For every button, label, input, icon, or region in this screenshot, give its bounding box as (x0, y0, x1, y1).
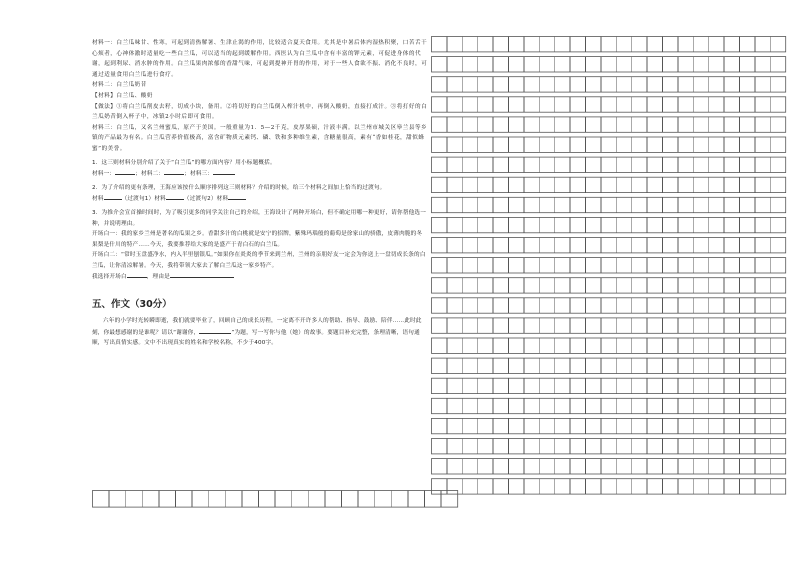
grid-row[interactable] (432, 137, 786, 152)
q1-blank-3[interactable] (213, 168, 235, 175)
material-three: 材料三：白兰瓜，又名兰州蜜瓜，原产于美国。一般重量为1．5—2千克，皮厚果硕，汁液丰满。以兰州市城关区皋兰县等乡镇的产品最为有名。白兰瓜营养价值极高，富含矿物质元素钙、磷、铁和多种维生素，含糖量很高，素有“香如桂花，甜似蜂蜜”的美誉。 (92, 124, 428, 152)
grid-row-frame (432, 418, 786, 433)
grid-row-frame (432, 378, 786, 393)
exam-text-column (92, 38, 428, 349)
reason-label: ，理由是 (146, 274, 170, 281)
q1-blank-2[interactable] (164, 168, 184, 175)
material-one: 材料一：白兰瓜味甘、性寒，可起到清热解暑、生津止渴的作用，比较适合夏天食用。尤其是中暑后体内湿热积聚，口苦舌干心烦者，心神体激时适量吃一些白兰瓜，可以适当的起到缓解作用。西医认为白兰瓜中含有丰富的钾元素，可促进身体的代谢，起到利尿、消水肿的作用。白兰瓜果肉浓郁的香甜气味，可起到提神开胃的作用，对于一些人食欲不振、消化不良时，可通过适量食用白兰瓜进行食疗。 (92, 40, 428, 78)
grid-row[interactable] (432, 439, 786, 454)
grid-row[interactable] (432, 398, 786, 413)
composition-grid-right[interactable] (431, 36, 793, 501)
grid-row[interactable] (432, 378, 786, 393)
grid-row-frame (432, 358, 786, 373)
q2-blank-1[interactable] (104, 193, 122, 200)
grid-row[interactable] (432, 238, 786, 253)
grid-row-frame (432, 459, 786, 474)
question-2: 2．为了介绍的更有条理，王海应该按什么顺序排列这三则材料？介绍的时候，给三个材料之间加上恰当的过渡句。 (92, 184, 386, 191)
grid-row[interactable] (432, 358, 786, 373)
question-3: 3．为推介会宣首操时间时，为了吸引更多的同学关注自己的介绍，王海设计了两种开场白，但不确定用哪一种更好，请你帮他选一种，并说明理由。 (92, 209, 427, 227)
grid-row[interactable] (432, 318, 786, 333)
grid-row[interactable] (432, 217, 786, 232)
question-1: 1．这三则材料分别介绍了关于“白兰瓜”的哪方面内容？用小标题概括。 (92, 159, 276, 166)
question-2-answer-line (92, 193, 428, 205)
choice-answer-line (92, 271, 428, 283)
q1-label-3: ；材料三： (184, 171, 214, 178)
grid-row[interactable] (432, 258, 786, 273)
composition-title-blank[interactable] (199, 327, 231, 334)
grid-row-frame (432, 479, 786, 494)
grid-row[interactable] (432, 117, 786, 132)
material-two-ingredients: 【材料】白兰瓜、酸奶 (92, 92, 153, 99)
q1-blank-1[interactable] (115, 168, 135, 175)
grid-row-frame (432, 77, 786, 92)
grid-row[interactable] (432, 298, 786, 313)
grid-row[interactable] (432, 418, 786, 433)
grid-row[interactable] (432, 37, 786, 52)
composition-prompt-part-2: ”为题，写一写你与他（她）的故事。要题目补充完整，条理清晰，语句通顺，写出真情实感。文中不出现真实的姓名和学校名称，不少于400字。 (92, 329, 420, 347)
grid-row-frame (432, 157, 786, 172)
composition-prompt (92, 316, 428, 349)
grid-row-frame (432, 197, 786, 212)
choice-label: 我选择开场白 (92, 274, 127, 281)
grid-row[interactable] (432, 77, 786, 92)
question-1-answer-line (92, 168, 428, 180)
material-two-steps: 【做法】①将白兰瓜削皮去籽，切成小块，备用。②将切好的白兰瓜倒入榨汁机中，再倒入酸奶，直接打成汁。③将打好的白兰瓜奶昔倒入杯子中，冰镇2小时后即可食用。 (92, 103, 428, 121)
q2-label-2: （过渡句1）材料 (121, 196, 166, 203)
grid-row[interactable] (93, 491, 458, 508)
grid-row-frame (432, 398, 786, 413)
grid-row[interactable] (432, 459, 786, 474)
grid-row-frame (432, 278, 786, 293)
q1-label-2: ；材料二： (135, 171, 165, 178)
grid-row-frame (432, 137, 786, 152)
q2-blank-3[interactable] (228, 193, 246, 200)
composition-prompt-part-1: 六年的小学时光转瞬即逝，我们就要毕业了，回顾自己的成长历程，一定离不开许多人的帮助、指导、鼓励、陪伴……此时此刻，你最想感谢的是谁呢？请以“谢谢你， (92, 318, 422, 336)
grid-row-frame (432, 177, 786, 192)
reason-blank[interactable] (170, 271, 234, 278)
grid-row-frame (432, 117, 786, 132)
grid-row-frame (432, 238, 786, 253)
grid-row[interactable] (432, 338, 786, 353)
grid-row-frame (432, 298, 786, 313)
opening-one: 开场白一：我的家乡兰州是著名的瓜果之乡。香甜多汁的白桃就是安宁的招牌，紫殊玛瑙般的葡萄是徐家山的骄傲，皮薄肉脆的冬果梨是什川的特产……今天，我要推荐给大家的是盛产于青白石的白兰瓜。 (92, 231, 423, 248)
q2-label-1: 材料 (92, 196, 104, 203)
grid-row[interactable] (432, 157, 786, 172)
grid-row-frame (432, 338, 786, 353)
grid-row[interactable] (432, 479, 786, 494)
grid-row-frame (432, 439, 786, 454)
composition-heading: 五、作文（30分） (92, 299, 172, 311)
grid-row[interactable] (432, 197, 786, 212)
grid-row-frame (432, 97, 786, 112)
composition-grid-bottom[interactable] (92, 490, 462, 514)
grid-row-frame (432, 318, 786, 333)
grid-row-frame (432, 37, 786, 52)
grid-row-frame (432, 258, 786, 273)
grid-row-frame (432, 57, 786, 72)
q2-label-3: （过渡句2）材料 (183, 196, 229, 203)
q1-label-1: 材料一： (92, 171, 116, 178)
material-two-title: 材料二：白兰瓜奶昔 (92, 82, 147, 89)
grid-row[interactable] (432, 177, 786, 192)
opening-two: 开场白二：“常时玉盘盛净水，内入半里刨银瓜。”如果你在炎炎的季节来到兰州，兰州的亲朋好友一定会为你送上一盘切成长条的白兰瓜，让你清凉解暑。今天，我将带领大家去了解白兰瓜这一家乡特产。 (92, 252, 426, 269)
grid-row-frame (432, 217, 786, 232)
grid-row[interactable] (432, 278, 786, 293)
grid-row[interactable] (432, 97, 786, 112)
q2-blank-2[interactable] (166, 193, 184, 200)
choice-blank[interactable] (127, 271, 147, 278)
grid-row[interactable] (432, 57, 786, 72)
